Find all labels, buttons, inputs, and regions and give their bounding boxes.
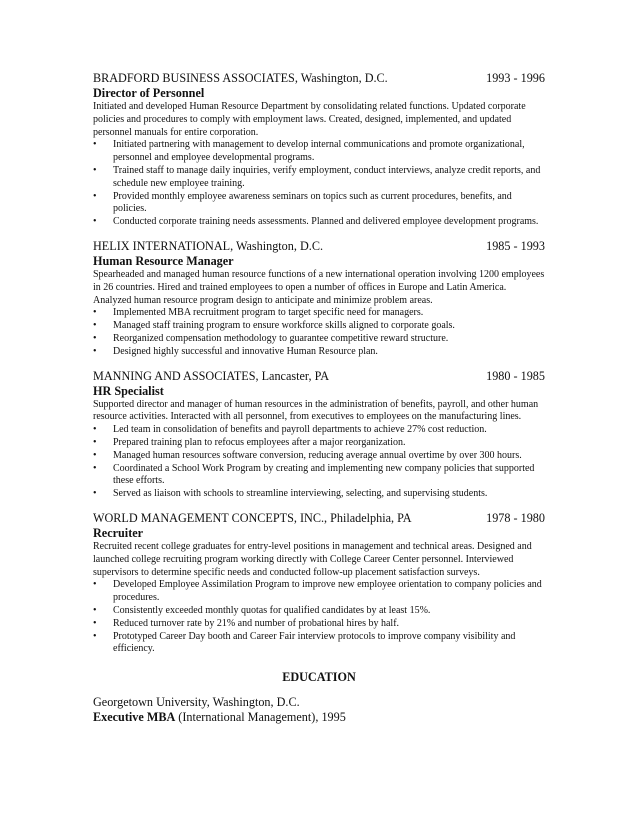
job-description: Recruited recent college graduates for entry-level positions in management and technical areas. Designed and launched college recruiting program working directly with College Career Center personnel. Interviewed supervisors to determine specific needs and conducted follow-up placement satisfaction surveys.: [93, 540, 532, 578]
job-bullets: [93, 307, 545, 358]
bullet-icon: •: [93, 424, 97, 436]
company-name: BRADFORD BUSINESS ASSOCIATES, Washington, D.C.: [93, 71, 388, 85]
job-dates: 1993 - 1996: [486, 71, 545, 85]
bullet-item: [93, 139, 545, 165]
bullet-icon: •: [93, 462, 97, 474]
bullet-item: [93, 488, 545, 501]
bullet-icon: •: [93, 617, 97, 629]
bullet-item: [93, 346, 545, 359]
job-bullets: [93, 579, 545, 656]
bullet-icon: •: [93, 436, 97, 448]
bullet-icon: •: [93, 345, 97, 357]
job-dates: 1980 - 1985: [486, 368, 545, 383]
bullet-item: [93, 631, 545, 657]
bullet-text: Coordinated a School Work Program by creating and implementing new company policies that supported these efforts.: [113, 462, 535, 487]
bullet-text: Developed Employee Assimilation Program to improve new employee orientation to company policies and procedures.: [113, 579, 542, 604]
bullet-item: [93, 463, 545, 489]
company-name: MANNING AND ASSOCIATES, Lancaster, PA: [93, 368, 330, 383]
bullet-icon: •: [93, 630, 97, 642]
bullet-icon: •: [93, 307, 97, 319]
bullet-item: [93, 165, 545, 191]
bullet-item: [93, 579, 545, 605]
job-entry: [93, 369, 545, 501]
resume-page: [93, 71, 545, 725]
job-entry: [93, 511, 545, 656]
job-header: [93, 369, 545, 384]
job-header: [93, 71, 545, 86]
company-name: WORLD MANAGEMENT CONCEPTS, INC., Philadelphia, PA: [93, 510, 412, 525]
bullet-icon: •: [93, 579, 97, 591]
job-title: HR Specialist: [93, 383, 164, 398]
job-header: [93, 239, 545, 254]
bullet-text: Led team in consolidation of benefits and payroll departments to achieve 27% cost reduction.: [113, 424, 487, 436]
job-description: Initiated and developed Human Resource Department by consolidating related functions. Updated corporate policies and procedures to comply with employment laws. Created, designed, implemented, and updated personnel manuals for entire corporation.: [93, 101, 526, 138]
degree-detail: (International Management), 1995: [175, 710, 346, 725]
education-degree: [93, 710, 545, 725]
job-bullets: [93, 424, 545, 501]
education-school: Georgetown University, Washington, D.C.: [93, 695, 300, 710]
job-description: Supported director and manager of human resources in the administration of benefits, payroll, and other human resource activities. Interacted with all personnel, from executives to employees on the manufacturing lines.: [93, 398, 539, 423]
job-entry: [93, 71, 545, 229]
bullet-item: [93, 307, 545, 320]
bullet-icon: •: [93, 332, 97, 344]
bullet-item: [93, 605, 545, 618]
degree-name: Executive MBA: [93, 710, 176, 725]
bullet-text: Implemented MBA recruitment program to target specific need for managers.: [113, 307, 424, 319]
bullet-text: Provided monthly employee awareness seminars on topics such as current procedures, benefits, and policies.: [113, 190, 512, 215]
bullet-text: Reorganized compensation methodology to guarantee competitive reward structure.: [113, 332, 449, 344]
bullet-icon: •: [93, 488, 97, 500]
bullet-item: [93, 333, 545, 346]
bullet-text: Conducted corporate training needs assessments. Planned and delivered employee development programs.: [113, 216, 539, 228]
bullet-text: Served as liaison with schools to streamline interviewing, selecting, and supervising students.: [113, 488, 488, 500]
bullet-item: [93, 191, 545, 217]
bullet-text: Reduced turnover rate by 21% and number of probational hires by half.: [113, 617, 400, 629]
bullet-icon: •: [93, 320, 97, 332]
bullet-text: Prototyped Career Day booth and Career Fair interview protocols to improve company visibility and efficiency.: [113, 630, 516, 655]
bullet-text: Consistently exceeded monthly quotas for qualified candidates by at least 15%.: [113, 604, 431, 616]
bullet-item: [93, 618, 545, 631]
bullet-icon: •: [93, 164, 97, 176]
bullet-icon: •: [93, 604, 97, 616]
job-title: Recruiter: [93, 525, 144, 540]
bullet-text: Initiated partnering with management to develop internal communications and promote organizational, personnel and employee developmental programs.: [113, 139, 525, 164]
bullet-item: [93, 424, 545, 437]
bullet-icon: •: [93, 139, 97, 151]
job-entry: [93, 239, 545, 359]
bullet-text: Managed human resources software conversion, reducing average annual overtime by over 300 hours.: [113, 449, 522, 461]
bullet-text: Managed staff training program to ensure workforce skills aligned to corporate goals.: [113, 320, 455, 332]
job-description: Spearheaded and managed human resource functions of a new international operation involving 1200 employees in 26 countries. Hired and trained employees to open a number of offices in Europe and Latin America. Analyzed human resource program design to anticipate and minimize problem areas.: [93, 268, 545, 306]
job-dates: 1985 - 1993: [486, 238, 545, 253]
bullet-text: Trained staff to manage daily inquiries, verify employment, conduct interviews, analyze credit reports, and schedule new employee training.: [113, 164, 541, 189]
job-header: [93, 511, 545, 526]
bullet-icon: •: [93, 216, 97, 228]
job-dates: 1978 - 1980: [486, 510, 545, 525]
bullet-icon: •: [93, 449, 97, 461]
education-heading: EDUCATION: [282, 670, 356, 685]
bullet-icon: •: [93, 190, 97, 202]
bullet-item: [93, 437, 545, 450]
bullet-item: [93, 320, 545, 333]
company-name: HELIX INTERNATIONAL, Washington, D.C.: [93, 238, 323, 253]
bullet-text: Prepared training plan to refocus employees after a major reorganization.: [113, 436, 406, 448]
bullet-text: Designed highly successful and innovative Human Resource plan.: [113, 345, 378, 357]
job-bullets: [93, 139, 545, 229]
job-title: Director of Personnel: [93, 86, 205, 100]
bullet-item: [93, 216, 545, 229]
bullet-item: [93, 450, 545, 463]
job-title: Human Resource Manager: [93, 253, 234, 268]
